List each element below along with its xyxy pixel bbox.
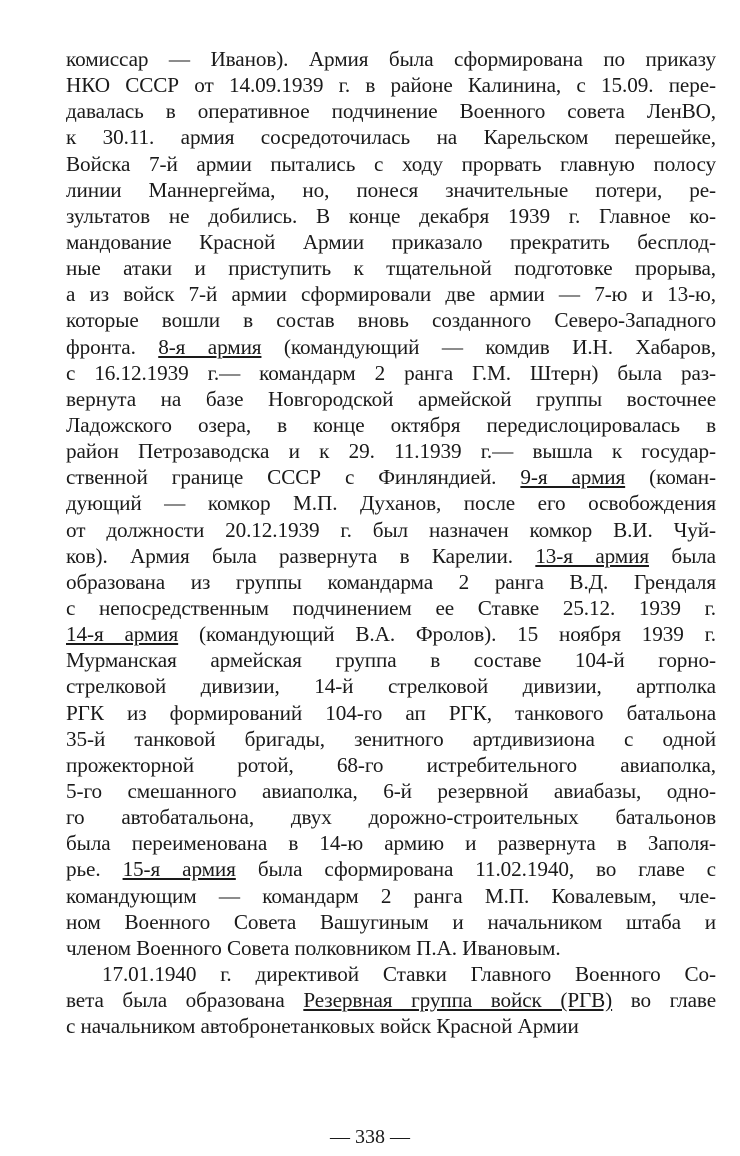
text-line (66, 778, 716, 804)
text-segment: вета была образована (66, 988, 304, 1013)
text-line (66, 595, 716, 621)
text-line (66, 752, 716, 778)
body-text (66, 46, 716, 1039)
text-line (66, 856, 716, 882)
text-segment: ные атаки и приступить к тщательной подготовке прорыва, (66, 256, 716, 281)
text-segment: была сформирована 11.02.1940, во главе с (235, 857, 716, 882)
text-line (66, 621, 716, 647)
text-segment: фронта. (66, 334, 159, 359)
text-line (66, 281, 716, 307)
text-segment: комиссар — Иванов). Армия была сформирована по приказу (66, 47, 716, 71)
text-segment: (командующий — комдив И.Н. Хабаров, (261, 334, 716, 359)
text-line (66, 386, 716, 412)
text-line (66, 935, 716, 961)
army-heading: 8-я армия (158, 334, 262, 359)
text-segment: Мурманская армейская группа в составе 104-й горно- (66, 648, 716, 673)
text-segment: командующим — командарм 2 ранга М.П. Ковалевым, чле- (66, 883, 716, 908)
text-segment: с начальником автобронетанковых войск Красной Армии (66, 1014, 579, 1039)
text-line (66, 334, 716, 360)
text-segment: (командующий В.А. Фролов). 15 ноября 1939 г. (178, 622, 716, 647)
text-segment: с непосредственным подчинением ее Ставке 25.12. 1939 г. (66, 595, 716, 620)
text-segment: ном Военного Совета Вашугиным и начальником штаба и (66, 909, 716, 934)
text-segment: во главе (612, 988, 716, 1013)
text-line (66, 647, 716, 673)
text-line (66, 569, 716, 595)
text-line (66, 412, 716, 438)
text-segment: была переименована в 14-ю армию и развернута в Заполя- (66, 831, 716, 856)
army-heading: 14-я армия (66, 622, 179, 647)
text-line (66, 177, 716, 203)
text-segment: вернута на базе Новгородской армейской группы восточнее (66, 386, 716, 411)
text-line (66, 1013, 716, 1039)
text-segment: район Петрозаводска и к 29. 11.1939 г.— вышла к государ- (66, 439, 716, 464)
text-line (66, 987, 716, 1013)
text-line (66, 203, 716, 229)
text-segment: с 16.12.1939 г.— командарм 2 ранга Г.М. Штерн) была раз- (66, 360, 716, 385)
text-line (66, 543, 716, 569)
text-line (66, 464, 716, 490)
text-segment: ственной границе СССР с Финляндией. (66, 465, 521, 490)
text-line (66, 673, 716, 699)
text-segment: рье. (66, 857, 123, 882)
text-segment: Ладожского озера, в конце октября передислоцировалась в (66, 412, 716, 437)
text-segment: го автобатальона, двух дорожно-строительных батальонов (66, 805, 716, 830)
text-line (66, 98, 716, 124)
text-line (66, 830, 716, 856)
text-line (66, 360, 716, 386)
text-line (66, 255, 716, 281)
text-segment: образована из группы командарма 2 ранга В.Д. Грендаля (66, 569, 716, 594)
text-segment: а из войск 7-й армии сформировали две армии — 7-ю и 13-ю, (66, 282, 716, 307)
text-line (66, 438, 716, 464)
text-segment: мандование Красной Армии приказало прекратить бесплод- (66, 229, 716, 254)
text-line (66, 490, 716, 516)
text-line (66, 517, 716, 543)
text-segment: 5-го смешанного авиаполка, 6-й резервной авиабазы, одно- (66, 778, 716, 803)
text-segment: была (648, 543, 716, 568)
text-segment: линии Маннергейма, но, понеся значительные потери, ре- (66, 177, 716, 202)
text-line (66, 726, 716, 752)
army-heading: 9-я армия (520, 465, 626, 490)
text-segment: (коман- (625, 465, 716, 490)
text-segment: стрелковой дивизии, 14-й стрелковой дивизии, артполка (66, 674, 716, 699)
text-segment: членом Военного Совета полковником П.А. Ивановым. (66, 935, 561, 960)
text-segment: от должности 20.12.1939 г. был назначен комкор В.И. Чуй- (66, 517, 716, 542)
text-line (66, 72, 716, 98)
text-segment: Войска 7-й армии пытались с ходу прорвать главную полосу (66, 151, 716, 176)
army-heading: Резервная группа войск (РГВ) (303, 988, 613, 1013)
text-line (66, 700, 716, 726)
text-line (66, 909, 716, 935)
text-segment: 17.01.1940 г. директивой Ставки Главного Военного Со- (102, 961, 716, 986)
text-line (66, 307, 716, 333)
text-line (66, 46, 716, 72)
text-line (66, 229, 716, 255)
text-segment: прожекторной ротой, 68-го истребительного авиаполка, (66, 752, 716, 777)
text-line (66, 883, 716, 909)
text-segment: к 30.11. армия сосредоточилась на Карельском перешейке, (66, 125, 716, 150)
text-segment: НКО СССР от 14.09.1939 г. в районе Калинина, с 15.09. пере- (66, 73, 716, 98)
text-segment: которые вошли в состав вновь созданного Северо-Западного (66, 308, 716, 333)
text-segment: дующий — комкор М.П. Духанов, после его освобождения (66, 491, 716, 516)
text-segment: РГК из формирований 104-го ап РГК, танкового батальона (66, 700, 716, 725)
text-line (66, 124, 716, 150)
text-line (66, 804, 716, 830)
text-line (66, 151, 716, 177)
army-heading: 13-я армия (535, 543, 649, 568)
text-segment: зультатов не добились. В конце декабря 1939 г. Главное ко- (66, 203, 716, 228)
text-segment: 35-й танковой бригады, зенитного артдивизиона с одной (66, 726, 716, 751)
text-line (66, 961, 716, 987)
army-heading: 15-я армия (122, 857, 236, 882)
text-segment: давалась в оперативное подчинение Военного совета ЛенВО, (66, 99, 716, 124)
text-segment: ков). Армия была развернута в Карелии. (66, 543, 536, 568)
page-number: — 338 — (330, 1126, 410, 1148)
